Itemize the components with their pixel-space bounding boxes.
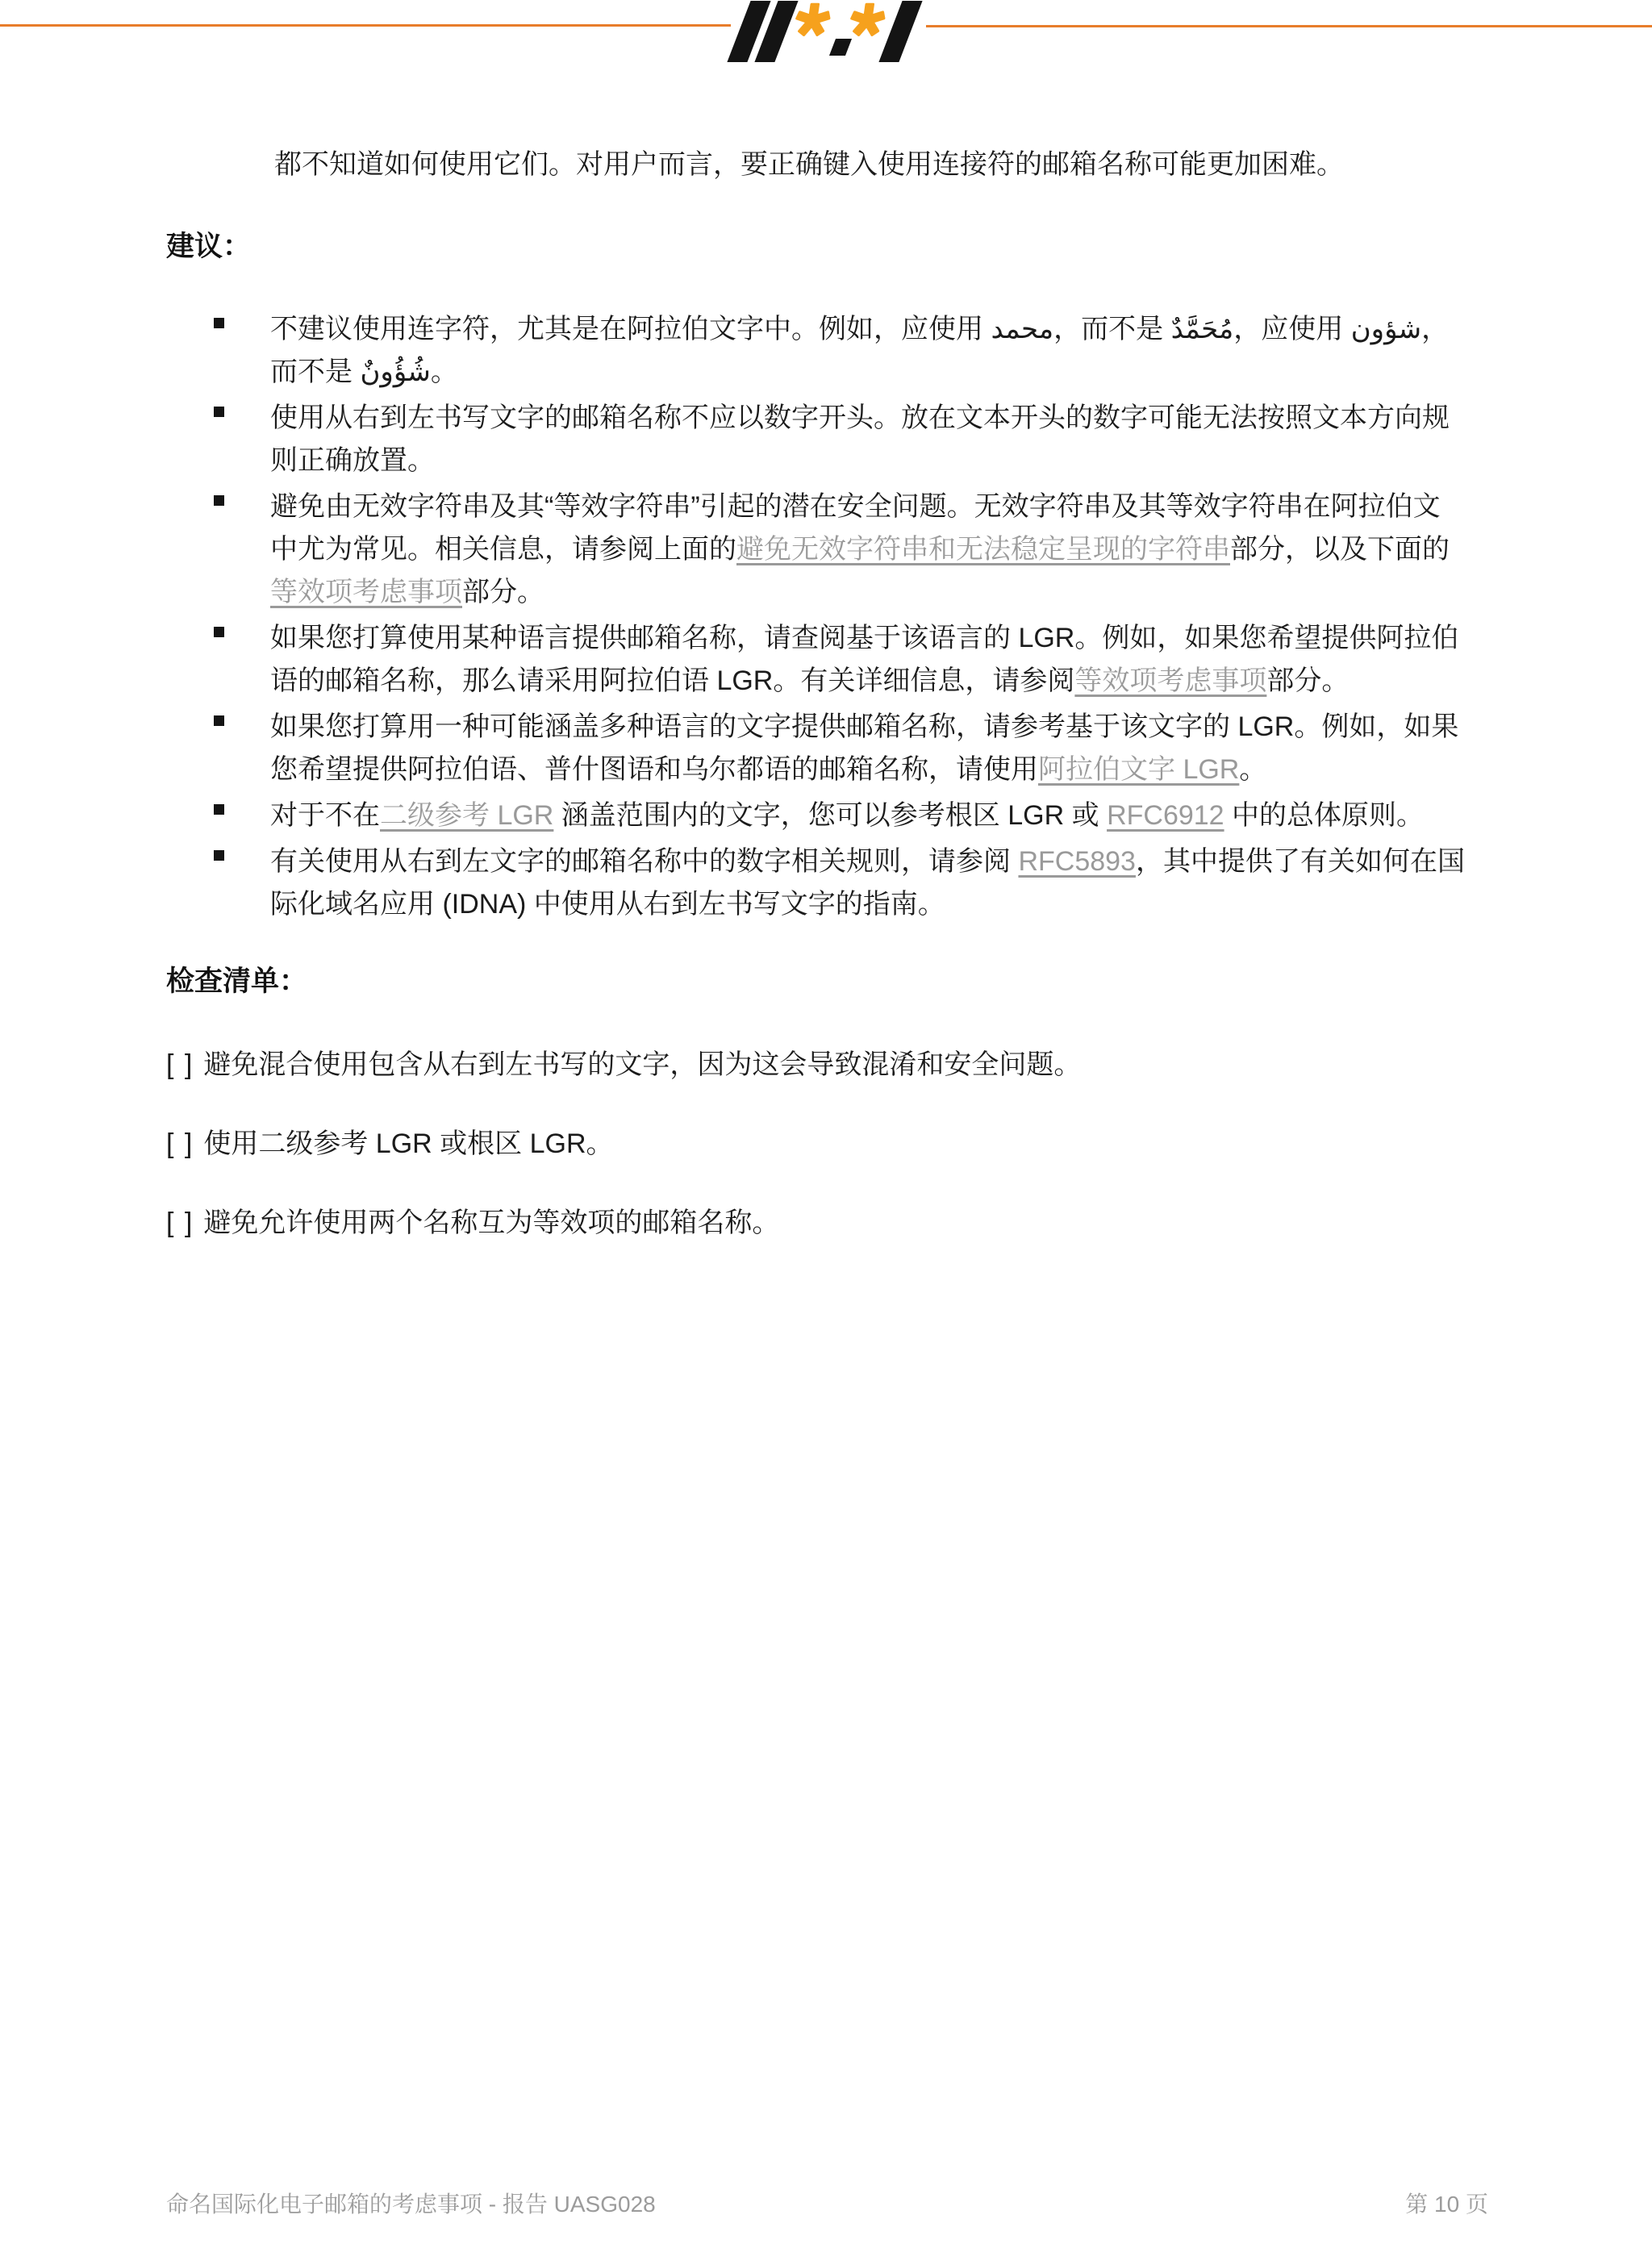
uasg-logo bbox=[732, 0, 926, 65]
inline-link[interactable]: 二级参考 LGR bbox=[380, 800, 554, 831]
checklist-item bbox=[166, 1123, 1466, 1166]
recommendation-text: 使用从右到左书写文字的邮箱名称不应以数字开头。放在文本开头的数字可能无法按照文本方向规则正确放置。 bbox=[270, 403, 1450, 476]
footer-page-number: 第 10 页 bbox=[1405, 2192, 1488, 2217]
asterisk-icon bbox=[849, 2, 886, 39]
recommendations-list bbox=[166, 308, 1466, 926]
intro-paragraph: 都不知道如何使用它们。对用户而言，要正确键入使用连接符的邮箱名称可能更加困难。 bbox=[274, 149, 1344, 180]
checklist bbox=[166, 1044, 1466, 1245]
checklist-heading: 检查清单： bbox=[166, 966, 308, 997]
inline-link[interactable]: RFC6912 bbox=[1107, 800, 1224, 831]
recommendation-text: 有关使用从右到左文字的邮箱名称中的数字相关规则，请参阅 RFC5893，其中提供了有关如何在国际化域名应用 (IDNA) 中使用从右到左书写文字的指南。 bbox=[270, 846, 1465, 920]
bullet-square-icon bbox=[214, 495, 224, 506]
asterisk-icon bbox=[795, 2, 831, 39]
checkbox-empty-icon: [ ] bbox=[166, 1128, 194, 1159]
recommendations-heading: 建议： bbox=[166, 231, 252, 262]
bullet-square-icon bbox=[214, 850, 224, 861]
recommendation-text: 不建议使用连字符，尤其是在阿拉伯文字中。例如，应使用 محمد，而不是 مُحَمَّدٌ，应使用 شؤون，而不是 شُؤُونٌ。 bbox=[270, 314, 1450, 387]
bullet-square-icon bbox=[214, 318, 224, 328]
inline-link[interactable]: 阿拉伯文字 LGR bbox=[1038, 754, 1240, 785]
checklist-item-text: 避免混合使用包含从右到左书写的文字，因为这会导致混淆和安全问题。 bbox=[203, 1049, 1082, 1080]
recommendation-text: 对于不在二级参考 LGR 涵盖范围内的文字，您可以参考根区 LGR 或 RFC6912 中的总体原则。 bbox=[270, 800, 1425, 831]
page-footer bbox=[166, 2191, 1488, 2218]
bullet-square-icon bbox=[214, 715, 224, 726]
inline-link[interactable]: 等效项考虑事项 bbox=[270, 577, 462, 607]
recommendation-item bbox=[166, 308, 1466, 394]
inline-link[interactable]: RFC5893 bbox=[1018, 846, 1136, 877]
recommendation-text: 如果您打算使用某种语言提供邮箱名称，请查阅基于该语言的 LGR。例如，如果您希望提供阿拉伯语的邮箱名称，那么请采用阿拉伯语 LGR。有关详细信息，请参阅等效项考虑事项部分。 bbox=[270, 623, 1459, 696]
inline-link[interactable]: 避免无效字符串和无法稳定呈现的字符串 bbox=[736, 534, 1230, 565]
checklist-item-text: 使用二级参考 LGR 或根区 LGR。 bbox=[203, 1128, 614, 1159]
recommendation-item bbox=[166, 795, 1466, 837]
logo-dot bbox=[829, 39, 852, 56]
checklist-item bbox=[166, 1202, 1466, 1245]
recommendation-text: 避免由无效字符串及其“等效字符串”引起的潜在安全问题。无效字符串及其等效字符串在阿拉伯文中尤为常见。相关信息，请参阅上面的避免无效字符串和无法稳定呈现的字符串部分，以及下面的等效项考虑事项部分。 bbox=[270, 491, 1450, 607]
bullet-square-icon bbox=[214, 627, 224, 637]
header-rule-left bbox=[0, 24, 731, 27]
recommendation-item bbox=[166, 617, 1466, 703]
recommendation-text: 如果您打算用一种可能涵盖多种语言的文字提供邮箱名称，请参考基于该文字的 LGR。例如，如果您希望提供阿拉伯语、普什图语和乌尔都语的邮箱名称，请使用阿拉伯文字 LGR。 bbox=[270, 711, 1459, 785]
bullet-square-icon bbox=[214, 804, 224, 815]
checkbox-empty-icon: [ ] bbox=[166, 1208, 194, 1238]
header-rule-right bbox=[926, 25, 1652, 27]
checklist-item bbox=[166, 1044, 1466, 1087]
recommendation-item bbox=[166, 486, 1466, 614]
footer-document-title: 命名国际化电子邮箱的考虑事项 - 报告 UASG028 bbox=[166, 2192, 656, 2217]
inline-link[interactable]: 等效项考虑事项 bbox=[1074, 665, 1267, 696]
checkbox-empty-icon: [ ] bbox=[166, 1049, 194, 1080]
recommendation-item bbox=[166, 397, 1466, 482]
recommendation-item bbox=[166, 706, 1466, 791]
checklist-item-text: 避免允许使用两个名称互为等效项的邮箱名称。 bbox=[203, 1208, 780, 1238]
bullet-square-icon bbox=[214, 407, 224, 417]
recommendation-item bbox=[166, 841, 1466, 926]
